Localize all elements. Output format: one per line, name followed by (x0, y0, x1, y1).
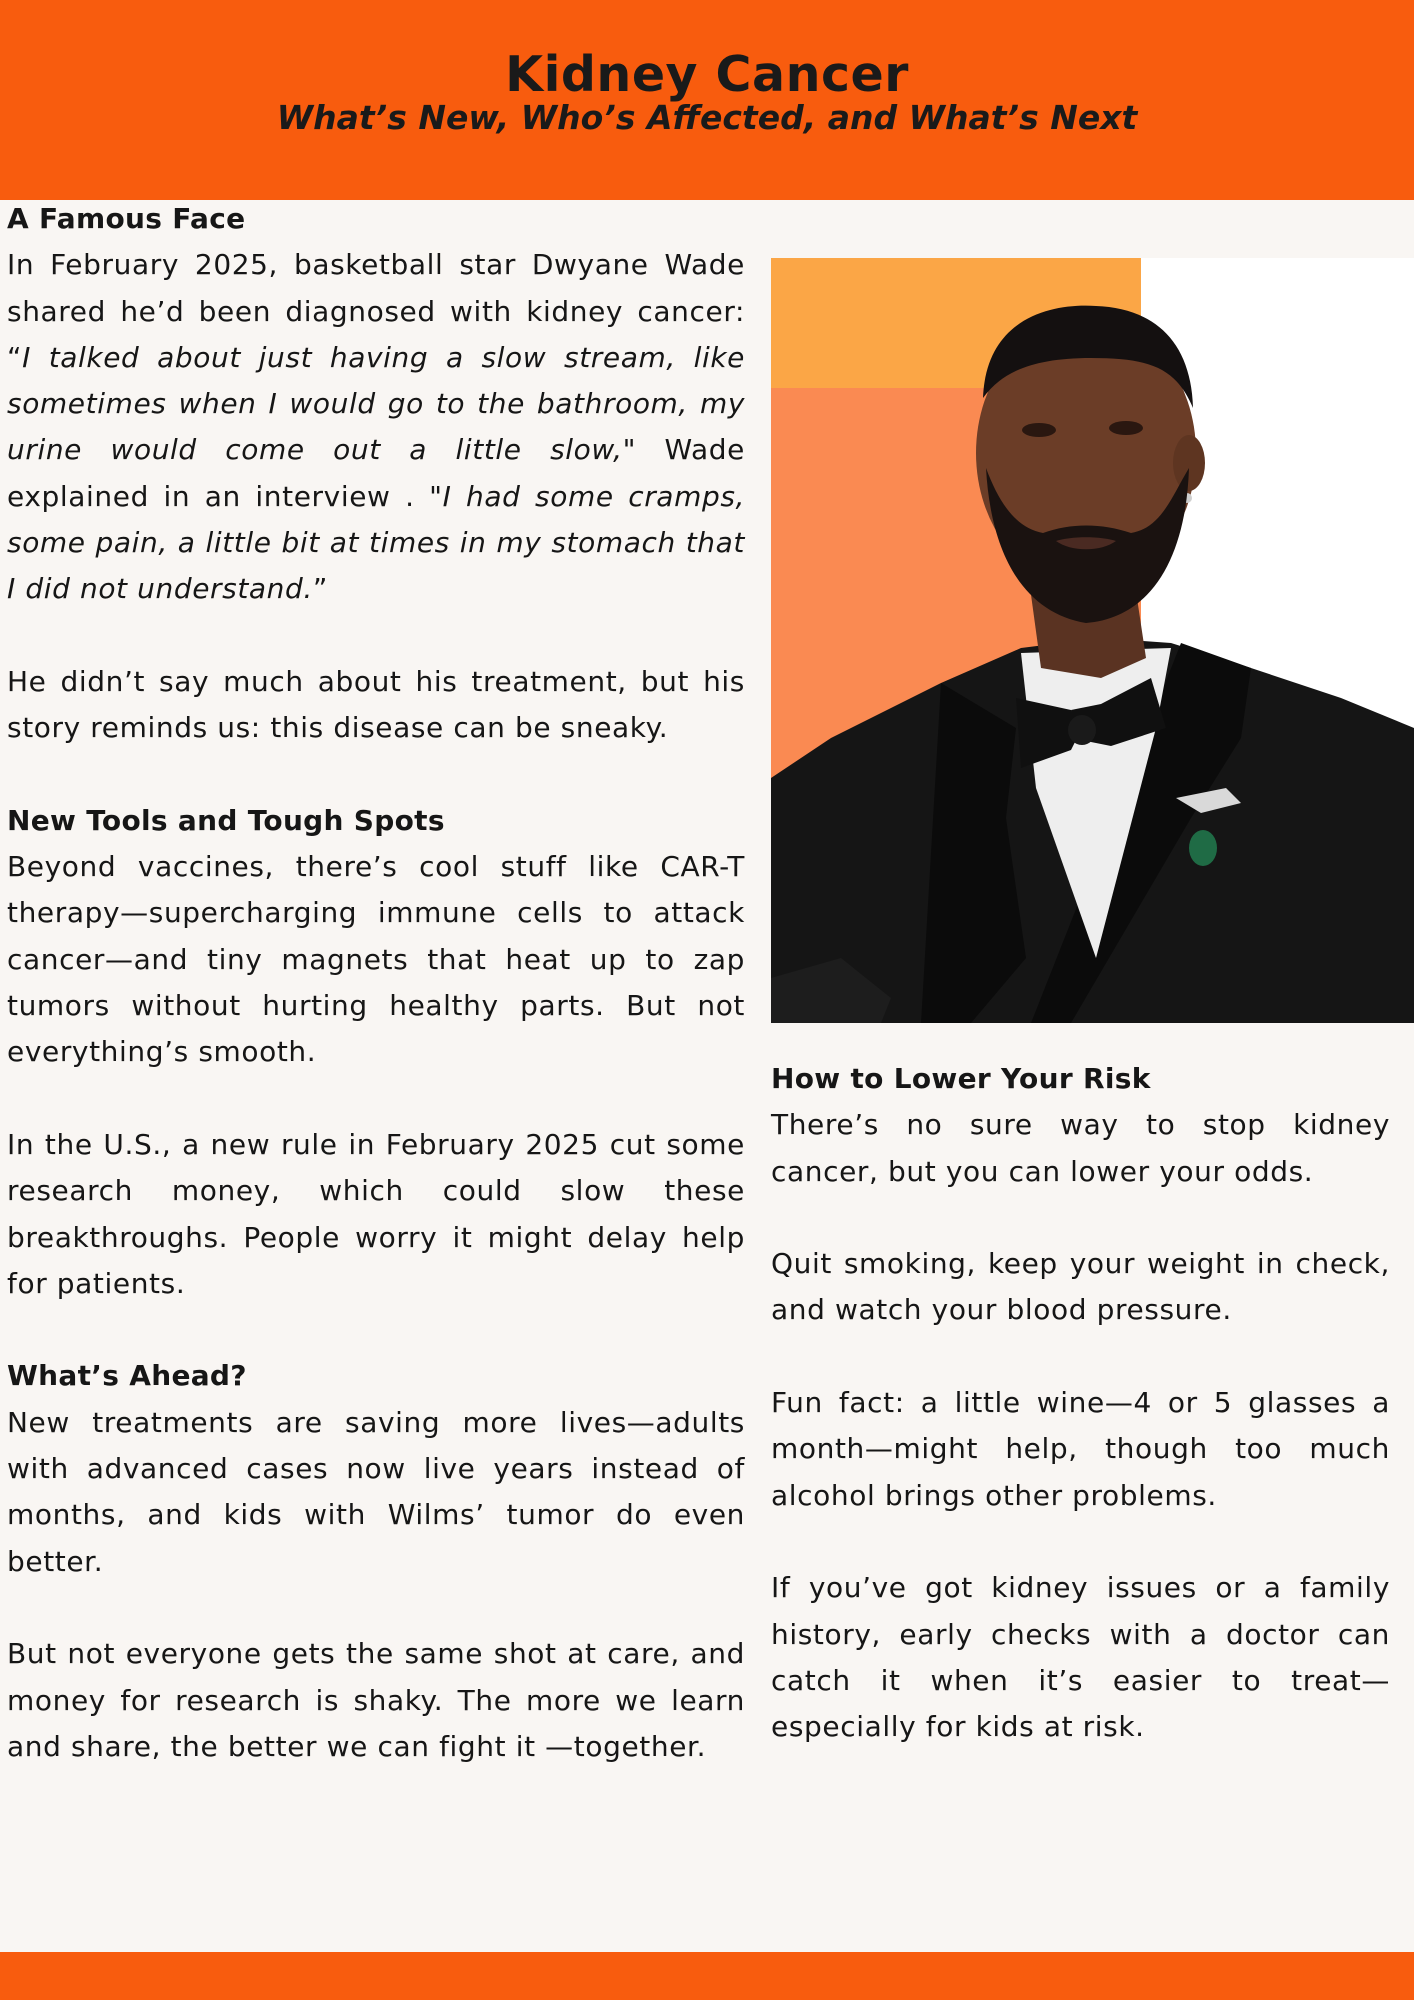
whats-ahead-paragraph-1: New treatments are saving more lives—adults with advanced cases now live years instead of months, and kids with Wilms’ tumor do even better. (7, 1405, 745, 1578)
quote-middle: " Wade explained in an interview . " (7, 433, 746, 513)
portrait-photo (771, 258, 1414, 1023)
wade-quote-2: I had some cramps, some pain, a little bit at times in my stomach that I did not understand. (7, 479, 746, 606)
quote-lead: In February 2025, basketball star Dwyane Wade shared he’d been diagnosed with kidney cancer: “ (7, 248, 745, 374)
lower-risk-paragraph-4: If you’ve got kidney issues or a family history, early checks with a doctor can catch it when it’s easier to treat—especially for kids at risk. (771, 1571, 1390, 1744)
portrait-illustration (771, 258, 1414, 1023)
whats-ahead-paragraph-2: But not everyone gets the same shot at care, and money for research is shaky. The more we learn and share, the better we can fight it —together. (7, 1637, 745, 1763)
lower-risk-paragraph-3: Fun fact: a little wine—4 or 5 glasses a month—might help, though too much alcohol brings other problems. (771, 1386, 1390, 1512)
famous-face-paragraph-1 (7, 242, 745, 612)
lower-risk-heading: How to Lower Your Risk (771, 1062, 1151, 1095)
header-banner (0, 0, 1414, 200)
new-tools-paragraph-1: Beyond vaccines, there’s cool stuff like CAR-T therapy—supercharging immune cells to attack cancer—and tiny magnets that heat up to zap tumors without hurting healthy parts. But not everything’s smooth. (7, 850, 745, 1069)
lower-risk-paragraph-2: Quit smoking, keep your weight in check, and watch your blood pressure. (771, 1247, 1390, 1327)
quote-end: ” (312, 572, 328, 606)
whats-ahead-heading: What’s Ahead? (7, 1359, 247, 1393)
page-title: Kidney Cancer (505, 46, 909, 103)
famous-face-paragraph-2: He didn’t say much about his treatment, but his story reminds us: this disease can be sneaky. (7, 664, 745, 745)
left-column (7, 196, 745, 1770)
footer-bar (0, 1952, 1414, 2000)
page-subtitle: What’s New, Who’s Affected, and What’s Next (276, 98, 1138, 137)
right-column (771, 1056, 1390, 1750)
new-tools-heading: New Tools and Tough Spots (7, 803, 445, 837)
new-tools-paragraph-2: In the U.S., a new rule in February 2025 cut some research money, which could slow these breakthroughs. People worry it might delay help for patients. (7, 1127, 745, 1300)
wade-quote-1: I talked about just having a slow stream, like sometimes when I would go to the bathroom, my urine would come out a little slow, (7, 340, 745, 467)
famous-face-heading: A Famous Face (7, 202, 246, 235)
lower-risk-paragraph-1: There’s no sure way to stop kidney cancer, but you can lower your odds. (771, 1108, 1390, 1188)
